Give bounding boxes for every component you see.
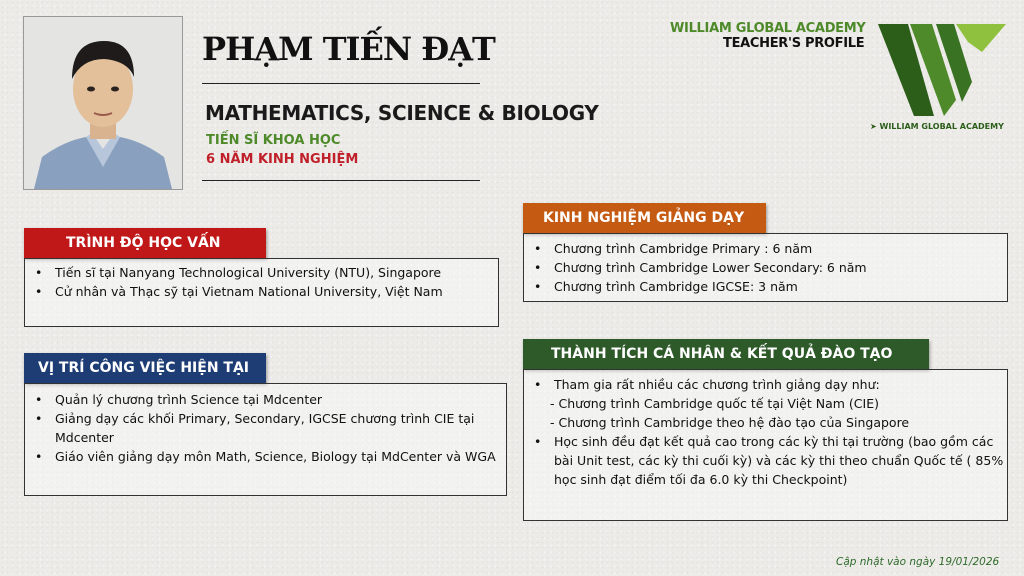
list-item: • Chương trình Cambridge Primary : 6 năm [524,239,1007,258]
logo-text: ➤ WILLIAM GLOBAL ACADEMY [870,122,1004,131]
academy-name: WILLIAM GLOBAL ACADEMY [670,21,866,36]
list-item: • Học sinh đều đạt kết quả cao trong các kỳ thi tại trường (bao gồm các bài Unit test, các kỳ thi cuối kỳ) và các kỳ thi theo chuẩn Quốc tế ( 85% học sinh đạt điểm tối đa 6.0 kỳ thi Checkpoint) [524,432,1007,489]
education-header: TRÌNH ĐỘ HỌC VẤN [24,228,266,258]
list-item: • Giảng dạy các khối Primary, Secondary, IGCSE chương trình CIE tại Mdcenter [25,409,506,447]
teacher-name: PHẠM TIẾN ĐẠT [202,30,495,68]
list-item: • Chương trình Cambridge IGCSE: 3 năm [524,277,1007,296]
achievements-box [523,369,1008,521]
updated-date: Cập nhật vào ngày 19/01/2026 [836,556,1000,568]
teacher-degree: TIẾN SĨ KHOA HỌC [206,133,341,148]
list-item: • Tiến sĩ tại Nanyang Technological University (NTU), Singapore [25,263,498,282]
teacher-subjects: MATHEMATICS, SCIENCE & BIOLOGY [205,101,599,125]
divider-top [202,83,480,84]
sub-list-item: - Chương trình Cambridge quốc tế tại Việt Nam (CIE) [550,396,879,411]
teacher-photo [23,16,183,190]
list-item: • Quản lý chương trình Science tại Mdcenter [25,390,506,409]
sub-list-item: - Chương trình Cambridge theo hệ đào tạo của Singapore [550,415,910,430]
list-item: • Cử nhân và Thạc sỹ tại Vietnam National University, Việt Nam [25,282,498,301]
position-header: VỊ TRÍ CÔNG VIỆC HIỆN TẠI [24,353,266,383]
position-box [24,383,507,496]
list-item: • Tham gia rất nhiều các chương trình giảng dạy như: [524,375,1007,394]
teacher-experience: 6 NĂM KINH NGHIỆM [206,152,359,167]
portrait-image [24,17,182,189]
divider-bottom [202,180,480,181]
teaching-box [523,233,1008,302]
academy-logo-icon [870,20,1010,120]
education-box [24,258,499,327]
list-item: • Chương trình Cambridge Lower Secondary: 6 năm [524,258,1007,277]
list-item: • Giáo viên giảng dạy môn Math, Science, Biology tại MdCenter và WGA [25,447,506,466]
achievements-header: THÀNH TÍCH CÁ NHÂN & KẾT QUẢ ĐÀO TẠO [523,339,929,369]
profile-label: TEACHER'S PROFILE [723,36,865,51]
teaching-header: KINH NGHIỆM GIẢNG DẠY [523,203,766,233]
